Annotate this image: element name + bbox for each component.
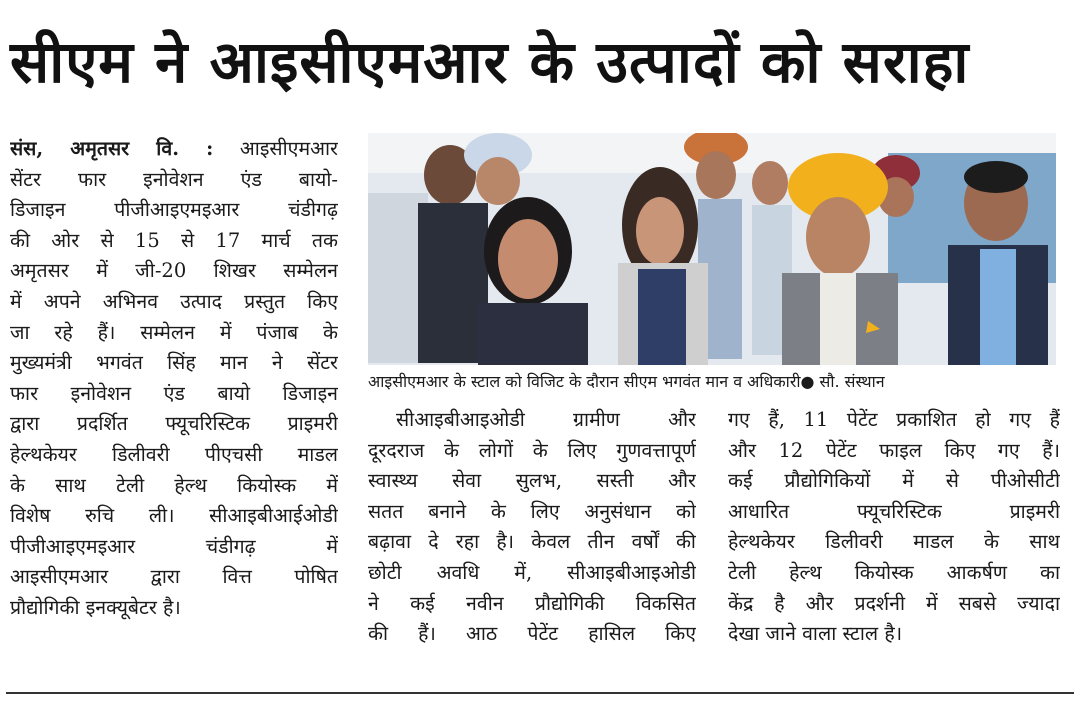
article-line: सीआइबीआइओडी ग्रामीण और — [396, 408, 696, 431]
article-line: की हैं। आठ पेटेंट हासिल किए — [368, 622, 696, 646]
article-line: पीजीआइएमइआर चंडीगढ़ में — [10, 534, 338, 558]
article-line: बढ़ावा दे रहा है। केवल तीन वर्षों की — [368, 530, 696, 554]
article-line — [10, 134, 338, 165]
article-line: गए हैं, 11 पेटेंट प्रकाशित हो गए हैं — [728, 408, 1060, 431]
article-line: केंद्र है और प्रदर्शनी में सबसे ज्यादा — [728, 591, 1060, 615]
article-line: आइसीएमआर द्वारा वित्त पोषित — [10, 565, 338, 589]
article-line: छोटी अवधि में, सीआइबीआइओडी — [368, 560, 696, 584]
article-line: ने कई नवीन प्रौद्योगिकी विकसित — [368, 591, 696, 615]
article-line: के साथ टेली हेल्थ कियोस्क में — [10, 473, 338, 497]
article-column-1 — [10, 134, 338, 624]
article-line-text: आइसीएमआर — [239, 137, 338, 160]
article-line: सतत बनाने के लिए अनुसंधान को — [368, 499, 696, 523]
photo-illustration — [368, 133, 1056, 365]
article-line: अमृतसर में जी-20 शिखर सम्मेलन — [10, 259, 338, 283]
article-line: में अपने अभिनव उत्पाद प्रस्तुत किए — [10, 289, 338, 313]
article-line: फार इनोवेशन एंड बायो डिजाइन — [10, 381, 338, 405]
bottom-rule — [6, 692, 1074, 694]
article-line: जा रहे हैं। सम्मेलन में पंजाब के — [10, 320, 338, 344]
article-line: देखा जाने वाला स्टाल है। — [728, 622, 903, 646]
dateline: संस, अमृतसर वि. : — [10, 137, 214, 160]
article-line: स्वास्थ्य सेवा सुलभ, सस्ती और — [368, 469, 696, 493]
article-line: टेली हेल्थ कियोस्क आकर्षण का — [728, 560, 1060, 584]
article-column-3 — [728, 405, 1060, 650]
article-line: द्वारा प्रदर्शित फ्यूचरिस्टिक प्राइमरी — [10, 412, 338, 436]
photo-caption: आइसीएमआर के स्टाल को विजिट के दौरान सीएम भगवंत मान व अधिकारी● सौ. संस्थान — [368, 372, 885, 391]
article-line: कई प्रौद्योगिकियों में से पीओसीटी — [728, 469, 1060, 493]
article-line: हेल्थकेयर डिलीवरी माडल के साथ — [728, 530, 1060, 554]
article-line: सेंटर फार इनोवेशन एंड बायो- — [10, 167, 338, 191]
article-line: की ओर से 15 से 17 मार्च तक — [10, 228, 338, 252]
article-line: दूरदराज के लोगों के लिए गुणवत्तापूर्ण — [368, 438, 696, 462]
article-line: मुख्यमंत्री भगवंत सिंह मान ने सेंटर — [10, 351, 338, 375]
article-line: प्रौद्योगिकी इनक्यूबेटर है। — [10, 595, 181, 619]
person-woman-middle — [636, 197, 684, 265]
article-line: डिजाइन पीजीआइएमइआर चंडीगढ़ — [10, 198, 338, 222]
headline: सीएम ने आइसीएमआर के उत्पादों को सराहा — [10, 28, 970, 96]
article-line: आधारित फ्यूचरिस्टिक प्राइमरी — [728, 499, 1060, 523]
person-cm — [806, 197, 870, 277]
article-column-2 — [368, 405, 696, 650]
news-photo — [368, 133, 1056, 365]
article-line: और 12 पेटेंट फाइल किए गए हैं। — [728, 438, 1060, 462]
article-line: हेल्थकेयर डिलीवरी पीएचसी माडल — [10, 442, 338, 466]
person-woman-left — [498, 219, 558, 299]
article-line: विशेष रुचि ली। सीआइबीआईओडी — [10, 504, 338, 528]
